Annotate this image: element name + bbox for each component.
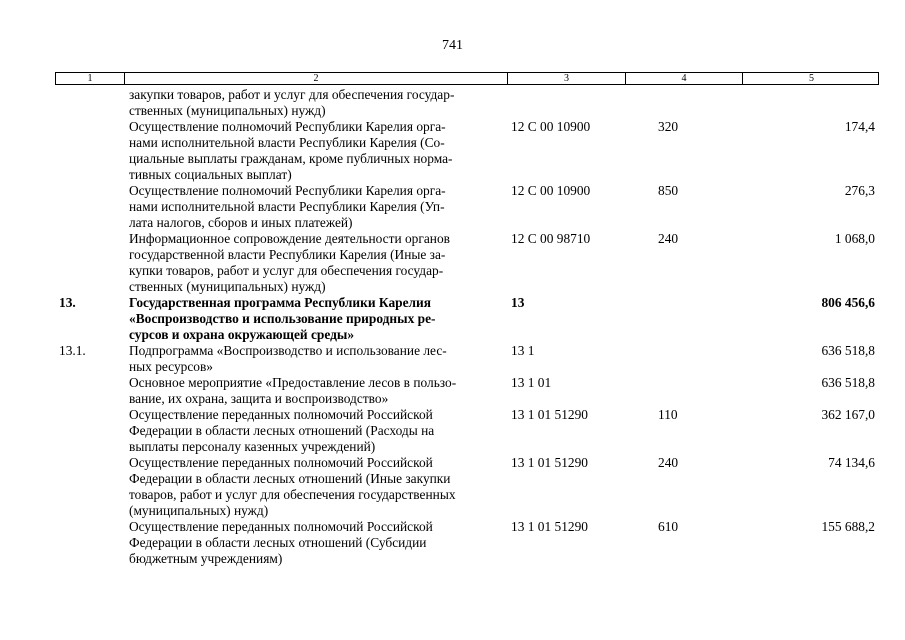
row-sum: 362 167,0 xyxy=(821,407,875,422)
row-name xyxy=(129,119,510,183)
row-name-line: Федерации в области лесных отношений (Расходы на xyxy=(129,423,435,438)
row-name xyxy=(129,183,510,231)
row-code: 13 xyxy=(511,295,525,310)
row-code: 13 1 01 xyxy=(511,375,552,390)
row-code: 13 1 01 51290 xyxy=(511,519,588,534)
row-sum: 276,3 xyxy=(844,183,875,198)
row-expense-type xyxy=(658,87,736,119)
row-name-line: Федерации в области лесных отношений (Иные закупки xyxy=(129,471,451,486)
table-row xyxy=(55,519,879,567)
row-name-line: циальные выплаты гражданам, кроме публичных норма- xyxy=(129,151,453,166)
header-col-5: 5 xyxy=(742,73,880,84)
row-name-line: Осуществление переданных полномочий Российской xyxy=(129,455,433,470)
row-code: 13 1 xyxy=(511,343,535,358)
header-col-1: 1 xyxy=(87,73,93,84)
row-name-line: сурсов и охрана окружающей среды» xyxy=(129,327,355,342)
table-header xyxy=(55,72,879,85)
table-row xyxy=(55,183,879,231)
row-expense-type: 110 xyxy=(658,407,678,422)
row-name-line: Осуществление полномочий Республики Карелия орга- xyxy=(129,183,446,198)
row-sum: 806 456,6 xyxy=(821,295,875,310)
row-number: 13. xyxy=(59,295,76,310)
row-name xyxy=(129,343,510,375)
table-row xyxy=(55,119,879,183)
row-name-line: Информационное сопровождение деятельности органов xyxy=(129,231,450,246)
row-name-line: бюджетным учреждениям) xyxy=(129,551,283,566)
row-name-line: ственных (муниципальных) нужд) xyxy=(129,103,326,118)
header-col-3: 3 xyxy=(507,73,625,84)
row-number xyxy=(55,231,129,295)
row-name-line: Осуществление полномочий Республики Карелия орга- xyxy=(129,119,446,134)
row-name-line: Государственная программа Республики Карелия xyxy=(129,295,432,310)
row-expense-type: 240 xyxy=(658,231,679,246)
row-expense-type xyxy=(658,343,736,375)
row-name-line: ных ресурсов» xyxy=(129,359,213,374)
row-name-line: Осуществление переданных полномочий Российской xyxy=(129,407,433,422)
table-row xyxy=(55,375,879,407)
row-number xyxy=(55,407,129,455)
row-number xyxy=(55,119,129,183)
header-col-4: 4 xyxy=(625,73,742,84)
row-name-line: вание, их охрана, защита и воспроизводство» xyxy=(129,391,389,406)
page-number: 741 xyxy=(442,38,463,53)
row-name-line: (муниципальных) нужд) xyxy=(129,503,269,518)
row-sum: 174,4 xyxy=(844,119,875,134)
row-name xyxy=(129,519,510,567)
table-body xyxy=(55,87,879,567)
row-name xyxy=(129,295,510,343)
row-name xyxy=(129,231,510,295)
row-name-line: нами исполнительной власти Республики Карелия (Уп- xyxy=(129,199,445,214)
row-name xyxy=(129,407,510,455)
row-number xyxy=(55,519,129,567)
row-name-line: закупки товаров, работ и услуг для обеспечения государ- xyxy=(129,87,455,102)
row-name-line: Осуществление переданных полномочий Российской xyxy=(129,519,433,534)
row-code: 13 1 01 51290 xyxy=(511,455,588,470)
row-expense-type: 240 xyxy=(658,455,679,470)
row-name xyxy=(129,87,510,119)
row-name xyxy=(129,375,510,407)
row-expense-type: 610 xyxy=(658,519,679,534)
row-code: 12 С 00 98710 xyxy=(511,231,591,246)
row-number: 13.1. xyxy=(59,343,86,358)
row-sum: 155 688,2 xyxy=(821,519,875,534)
row-code xyxy=(510,87,658,119)
table-row xyxy=(55,343,879,375)
row-number xyxy=(55,87,129,119)
row-sum: 636 518,8 xyxy=(821,375,875,390)
row-sum: 74 134,6 xyxy=(828,455,875,470)
row-sum: 636 518,8 xyxy=(821,343,875,358)
row-number xyxy=(55,183,129,231)
row-name-line: Основное мероприятие «Предоставление лесов в пользо- xyxy=(129,375,457,390)
row-name-line: «Воспроизводство и использование природных ре- xyxy=(129,311,436,326)
row-code: 12 С 00 10900 xyxy=(511,119,591,134)
row-expense-type xyxy=(658,295,736,343)
row-number xyxy=(55,375,129,407)
row-name-line: купки товаров, работ и услуг для обеспечения государ- xyxy=(129,263,444,278)
row-name-line: Подпрограмма «Воспроизводство и использование лес- xyxy=(129,343,447,358)
table-row xyxy=(55,231,879,295)
table-row xyxy=(55,295,879,343)
row-code: 13 1 01 51290 xyxy=(511,407,588,422)
row-name-line: ственных (муниципальных) нужд) xyxy=(129,279,326,294)
row-expense-type: 850 xyxy=(658,183,679,198)
row-expense-type xyxy=(658,375,736,407)
row-name-line: тивных социальных выплат) xyxy=(129,167,292,182)
row-name-line: лата налогов, сборов и иных платежей) xyxy=(129,215,353,230)
row-expense-type: 320 xyxy=(658,119,679,134)
table-row xyxy=(55,407,879,455)
header-col-2: 2 xyxy=(124,73,507,84)
row-name-line: товаров, работ и услуг для обеспечения государственных xyxy=(129,487,456,502)
table-row xyxy=(55,455,879,519)
row-code: 12 С 00 10900 xyxy=(511,183,591,198)
row-name-line: государственной власти Республики Карелия (Иные за- xyxy=(129,247,446,262)
row-number xyxy=(55,455,129,519)
row-name xyxy=(129,455,510,519)
row-name-line: выплаты персоналу казенных учреждений) xyxy=(129,439,376,454)
row-name-line: нами исполнительной власти Республики Карелия (Со- xyxy=(129,135,445,150)
table-row xyxy=(55,87,879,119)
row-sum: 1 068,0 xyxy=(834,231,875,246)
row-name-line: Федерации в области лесных отношений (Субсидии xyxy=(129,535,427,550)
row-sum xyxy=(736,87,879,119)
